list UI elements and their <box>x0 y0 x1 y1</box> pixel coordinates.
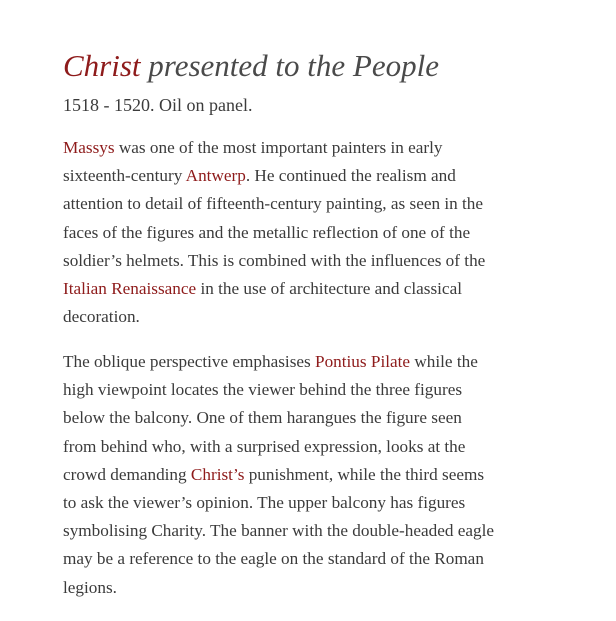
inline-link[interactable]: Christ’s <box>190 464 245 484</box>
text-line <box>63 545 558 573</box>
inline-link[interactable]: Antwerp <box>185 166 246 186</box>
text-segment: may be a reference to the eagle on the standard of the Roman <box>63 549 484 569</box>
text-segment: to ask the viewer’s opinion. The upper balcony has figures <box>63 493 466 513</box>
text-segment: while the <box>410 352 478 371</box>
text-line <box>63 190 558 218</box>
text-segment: faces of the figures and the metallic reflection of one of the <box>63 222 471 242</box>
text-line <box>63 219 558 247</box>
text-segment: punishment, while the third seems <box>244 464 485 484</box>
text-segment: attention to detail of fifteenth-century painting, as seen in the <box>63 194 484 214</box>
description-paragraph-2 <box>63 348 558 602</box>
text-line <box>63 433 558 461</box>
text-line <box>63 303 558 331</box>
text-segment: . He continued the realism and <box>245 166 456 186</box>
text-segment: The oblique perspective emphasises <box>63 352 316 371</box>
text-segment: sixteenth-century <box>63 166 186 186</box>
text-segment: soldier’s helmets. This is combined with the influences of the <box>63 250 486 270</box>
text-line <box>63 376 558 404</box>
text-line <box>63 275 558 303</box>
text-line <box>63 162 558 190</box>
title-rest: presented to the People <box>140 48 439 83</box>
text-line <box>63 404 558 432</box>
text-segment: in the use of architecture and classical <box>196 279 462 299</box>
text-segment: crowd demanding <box>63 464 191 484</box>
text-segment: below the balcony. One of them harangues the figure seen <box>63 408 462 428</box>
text-line <box>63 574 558 602</box>
title-highlight: Christ <box>63 48 141 83</box>
text-line <box>63 134 558 162</box>
artwork-date-medium: 1518 - 1520. Oil on panel. <box>63 95 253 115</box>
description-paragraph-1 <box>63 134 558 331</box>
text-line <box>63 247 558 275</box>
inline-link[interactable]: Pontius Pilate <box>315 352 411 371</box>
text-segment: legions. <box>63 577 117 597</box>
text-line <box>63 489 558 517</box>
artwork-title <box>63 46 439 86</box>
text-line <box>63 461 558 489</box>
text-segment: symbolising Charity. The banner with the double-headed eagle <box>63 521 495 541</box>
inline-link[interactable]: Massys <box>63 138 115 157</box>
text-line <box>63 517 558 545</box>
text-segment: was one of the most important painters in early <box>114 138 443 157</box>
inline-link[interactable]: Italian Renaissance <box>63 279 197 299</box>
text-segment: high viewpoint locates the viewer behind the three figures <box>63 380 463 400</box>
text-segment: decoration. <box>63 307 140 327</box>
text-segment: from behind who, with a surprised expression, looks at the <box>63 436 466 456</box>
text-line <box>63 348 558 376</box>
